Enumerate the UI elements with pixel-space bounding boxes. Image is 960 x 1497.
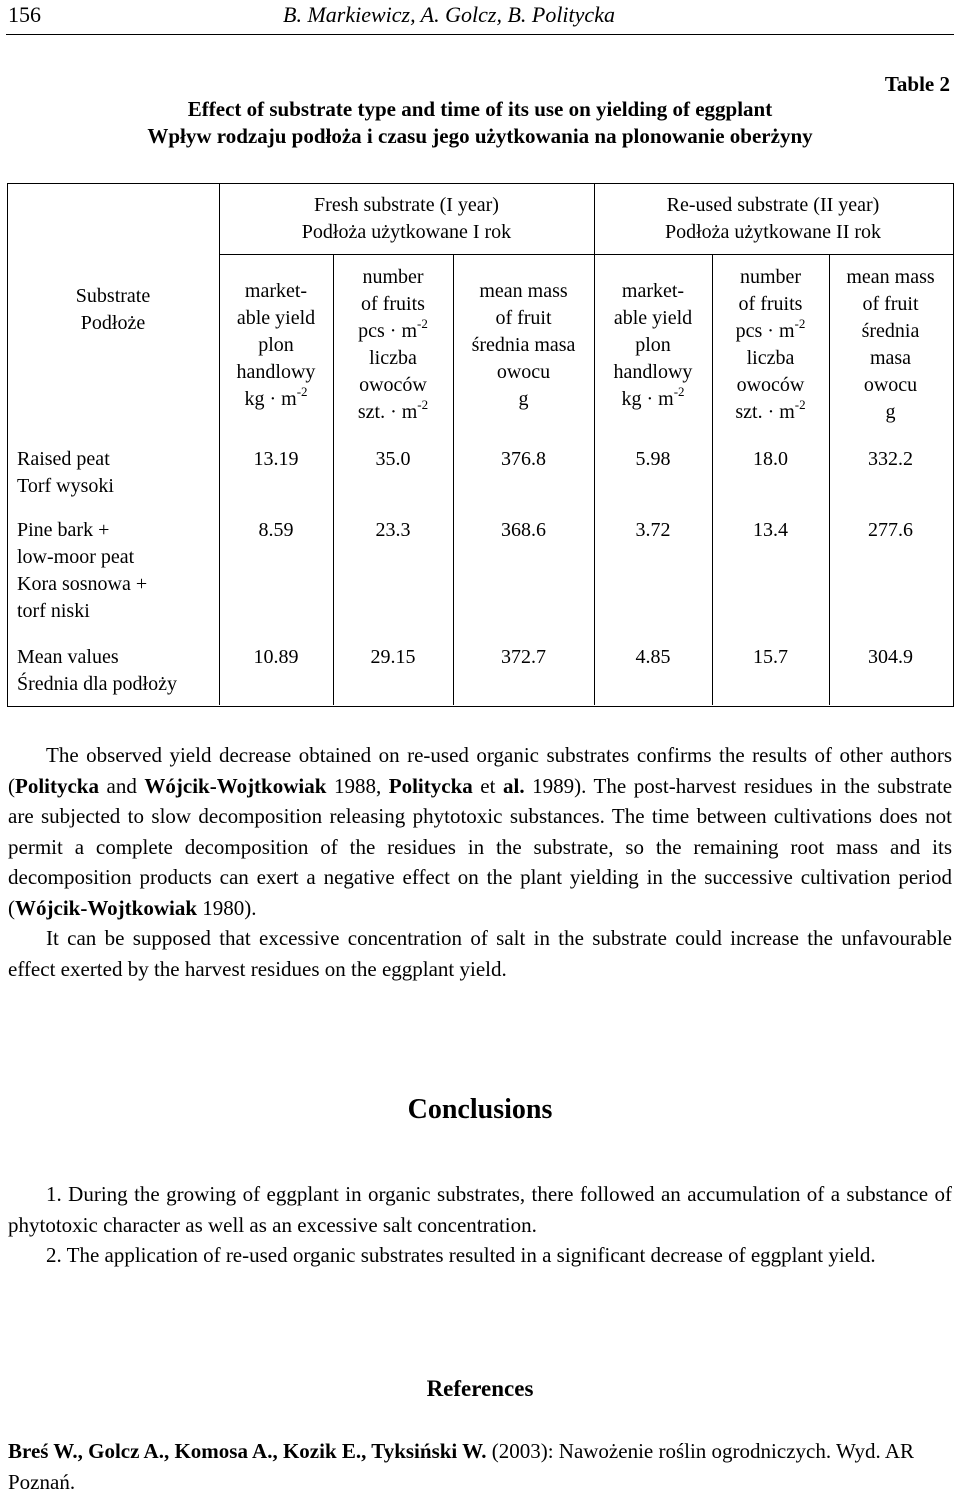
table-divider: [594, 183, 595, 705]
body-text: [8, 740, 952, 984]
group-header-reused: Re-used substrate (II year) Podłoża użytkowane II rok: [664, 194, 882, 243]
substrate-header: Substrate Podłoże: [75, 285, 151, 334]
table-caption-pl: Wpływ rodzaju podłoża i czasu jego użytkowania na plonowanie oberżyny: [147, 124, 813, 148]
table-divider: [219, 183, 220, 705]
col-header-mass: mean mass of fruit średnia masa owocu g: [846, 266, 935, 423]
reference-item: Breś W., Golcz A., Komosa A., Kozik E., Tyksiński W. (2003): Nawożenie roślin ogrodniczych. Wyd. AR Poznań.: [8, 1439, 915, 1494]
list-item: 1. During the growing of eggplant in organic substrates, there followed an accumulation of a substance of phytotoxic character as well as an excessive salt concentration.: [8, 1182, 952, 1237]
table-cell: 3.72: [635, 519, 671, 541]
table-divider: [219, 254, 953, 255]
references-heading: References: [426, 1376, 534, 1401]
table-cell: 304.9: [868, 646, 913, 668]
conclusions-heading: Conclusions: [407, 1094, 553, 1125]
table-caption-en: Effect of substrate type and time of its use on yielding of eggplant: [187, 97, 773, 121]
col-header-number: number of fruits pcs · $m^{-2}$ liczba owoców szt. · $m^{-2}$: [357, 266, 429, 423]
running-authors: B. Markiewicz, A. Golcz, B. Politycka: [283, 2, 615, 27]
table-cell: 368.6: [501, 519, 546, 541]
conclusions-list: [8, 1179, 952, 1271]
running-header: [8, 2, 952, 32]
list-item: 2. The application of re-used organic substrates resulted in a significant decrease of eggplant yield.: [46, 1243, 876, 1267]
col-header-yield: market- able yield plon handlowy kg · $m^{-2}$: [236, 280, 316, 410]
table-cell: 18.0: [753, 448, 788, 470]
table-cell: 5.98: [635, 448, 671, 470]
table-cell: 372.7: [501, 646, 546, 668]
col-header-mass: mean mass of fruit średnia masa owocu g: [471, 280, 576, 410]
row-label-raised-peat: Raised peat Torf wysoki: [17, 448, 114, 497]
table-label: Table 2: [884, 72, 950, 96]
paragraph: The observed yield decrease obtained on re-used organic substrates confirms the results of other authors (Politycka and Wójcik-Wojtkowiak 1988, Politycka et al. 1989). The post-harvest residues in the substrate are subjected to slow decomposition releasing phytotoxic substances. The time between cultivations does not permit a complete decomposition of the residues in the substrate, so the remaining root mass and its decomposition products can exert a negative effect on the plant yielding in the successive cultivation period (Wójcik-Wojtkowiak 1980).: [8, 743, 953, 920]
header-rule: [6, 34, 954, 35]
table-cell: 4.85: [635, 646, 671, 668]
table-cell: 15.7: [753, 646, 788, 668]
table-cell: 13.19: [253, 448, 299, 470]
row-label-mean: Mean values Średnia dla podłoży: [17, 646, 177, 695]
col-header-number: number of fruits pcs · $m^{-2}$ liczba owoców szt. · $m^{-2}$: [735, 266, 806, 423]
page-number: 156: [8, 2, 41, 27]
table-cell: 35.0: [375, 448, 411, 470]
table-cell: 8.59: [258, 519, 294, 541]
paragraph: It can be supposed that excessive concentration of salt in the substrate could increase the unfavourable effect exerted by the harvest residues on the eggplant yield.: [8, 926, 952, 981]
table-border: [7, 183, 954, 707]
table-cell: 277.6: [868, 519, 913, 541]
table-cell: 29.15: [370, 646, 416, 668]
table-cell: 13.4: [753, 519, 788, 541]
row-label-pine-bark: Pine bark + low-moor peat Kora sosnowa + torf niski: [17, 519, 148, 622]
table-cell: 10.89: [253, 646, 299, 668]
group-header-fresh: Fresh substrate (I year) Podłoża użytkowane I rok: [301, 194, 512, 243]
table-cell: 23.3: [375, 519, 411, 541]
col-header-yield: market- able yield plon handlowy kg · $m^{-2}$: [613, 280, 693, 410]
table-cell: 332.2: [868, 448, 913, 470]
table-cell: 376.8: [501, 448, 546, 470]
